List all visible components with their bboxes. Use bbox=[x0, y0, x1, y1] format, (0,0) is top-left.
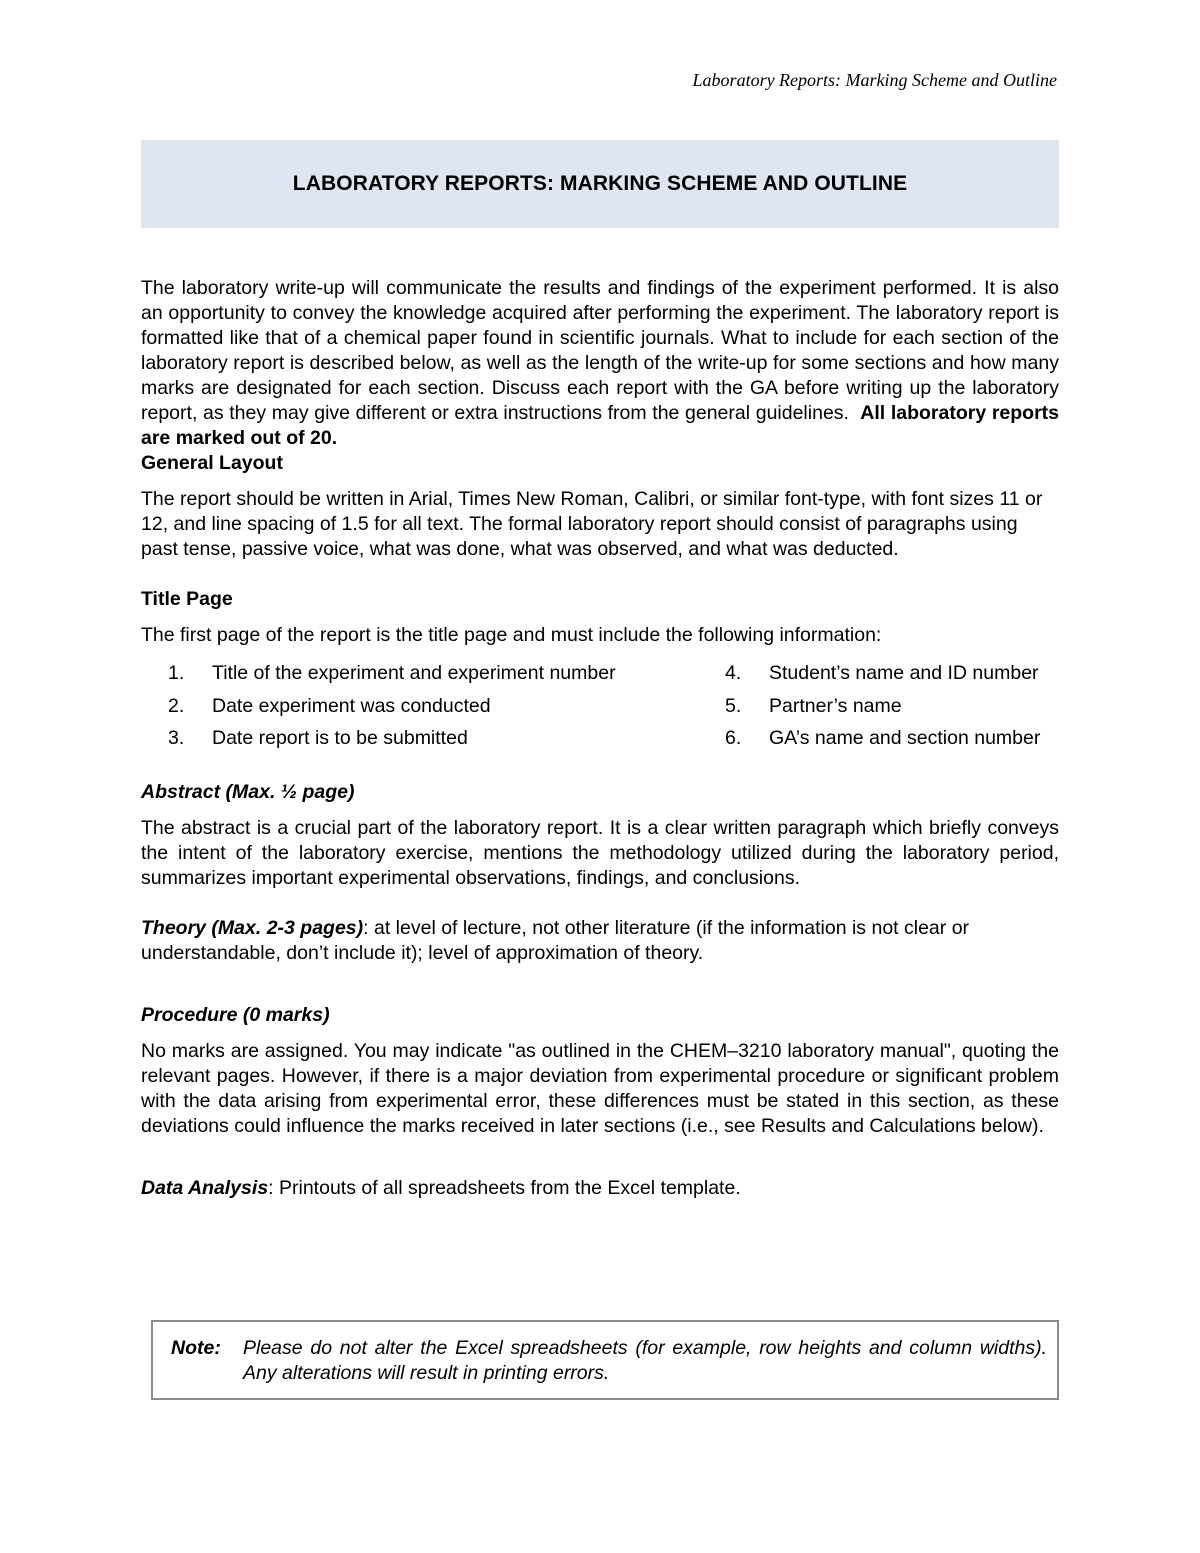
theory-heading: Theory (Max. 2-3 pages) bbox=[141, 916, 364, 939]
title-page-text: The first page of the report is the title page and must include the following information: bbox=[141, 624, 882, 646]
list-item bbox=[141, 690, 698, 723]
list-number: 3. bbox=[168, 727, 185, 749]
title-page-list-left bbox=[141, 657, 698, 755]
data-analysis-section bbox=[141, 1176, 1059, 1201]
title-page-list-right bbox=[698, 657, 1040, 755]
list-item bbox=[141, 722, 698, 755]
note-box bbox=[151, 1320, 1059, 1400]
general-layout-heading: General Layout bbox=[141, 452, 283, 474]
list-item bbox=[698, 690, 1040, 723]
theory-section bbox=[141, 916, 1059, 966]
procedure-section bbox=[141, 1003, 1059, 1139]
intro-text: The laboratory write-up will communicate the results and findings of the experiment performed. It is also an opportunity to convey the knowledge acquired after performing the experiment. The laboratory report is formatted like that of a chemical paper found in scientific journals. What to include for each section of the laboratory report is described below, as well as the length of the write-up for some sections and how many marks are designated for each section. Discuss each report with the GA before writing up the laboratory report, as they may give different or extra instructions from the general guidelines. bbox=[141, 277, 1059, 424]
data-analysis-paragraph bbox=[141, 1176, 1059, 1201]
list-label: Date report is to be submitted bbox=[212, 727, 468, 749]
abstract-heading: Abstract (Max. ½ page) bbox=[141, 780, 355, 803]
title-page-list bbox=[141, 657, 1059, 755]
intro-bold-text: All laboratory reports are marked out of 20. bbox=[141, 402, 1060, 449]
note-text: Please do not alter the Excel spreadsheets (for example, row heights and column widths). Any alterations will result in printing errors. bbox=[243, 1337, 1047, 1384]
page-title: LABORATORY REPORTS: MARKING SCHEME AND OUTLINE bbox=[292, 172, 908, 195]
list-item bbox=[698, 657, 1040, 690]
document-body bbox=[141, 276, 1059, 1226]
list-number: 1. bbox=[168, 662, 185, 684]
list-label: Title of the experiment and experiment number bbox=[212, 662, 616, 684]
running-header: Laboratory Reports: Marking Scheme and Outline bbox=[692, 70, 1057, 90]
list-number: 5. bbox=[725, 694, 742, 717]
list-label: Student’s name and ID number bbox=[769, 662, 1039, 684]
data-analysis-heading: Data Analysis bbox=[141, 1176, 269, 1199]
list-number: 6. bbox=[725, 727, 742, 749]
theory-paragraph bbox=[141, 916, 1059, 966]
list-label: GA’s name and section number bbox=[769, 727, 1041, 749]
general-layout-text: The report should be written in Arial, Times New Roman, Calibri, or similar font-type, with font sizes 11 or 12, and line spacing of 1.5 for all text. The formal laboratory report should consist of paragraphs using past tense, passive voice, what was done, what was observed, and what was deducted. bbox=[141, 488, 1043, 560]
abstract-text: The abstract is a crucial part of the laboratory report. It is a clear written paragraph which briefly conveys the intent of the laboratory exercise, mentions the methodology utilized during the laboratory period, summarizes important experimental observations, findings, and conclusions. bbox=[141, 816, 1059, 889]
list-item bbox=[141, 657, 698, 690]
theory-text: : at level of lecture, not other literature (if the information is not clear or understandable, don’t include it); level of approximation of theory. bbox=[141, 916, 970, 964]
title-page-section bbox=[141, 587, 1059, 755]
list-number: 4. bbox=[725, 662, 742, 684]
intro-paragraph bbox=[141, 276, 1059, 451]
list-label: Partner’s name bbox=[769, 694, 902, 717]
title-banner bbox=[141, 140, 1059, 228]
procedure-heading: Procedure (0 marks) bbox=[141, 1003, 330, 1026]
abstract-section bbox=[141, 780, 1059, 891]
procedure-text: No marks are assigned. You may indicate "as outlined in the CHEM–3210 laboratory manual", quoting the relevant pages. However, if there is a major deviation from experimental procedure or significant problem with the data arising from experimental error, these differences must be stated in this section, as these deviations could influence the marks received in later sections (i.e., see Results and Calculations below). bbox=[141, 1039, 1059, 1137]
list-label: Date experiment was conducted bbox=[212, 694, 491, 717]
list-number: 2. bbox=[168, 694, 185, 717]
data-analysis-text: : Printouts of all spreadsheets from the Excel template. bbox=[268, 1176, 741, 1199]
title-page-heading: Title Page bbox=[141, 588, 233, 610]
general-layout-section bbox=[141, 451, 1059, 562]
list-item bbox=[698, 722, 1040, 755]
note-label: Note: bbox=[171, 1337, 221, 1359]
